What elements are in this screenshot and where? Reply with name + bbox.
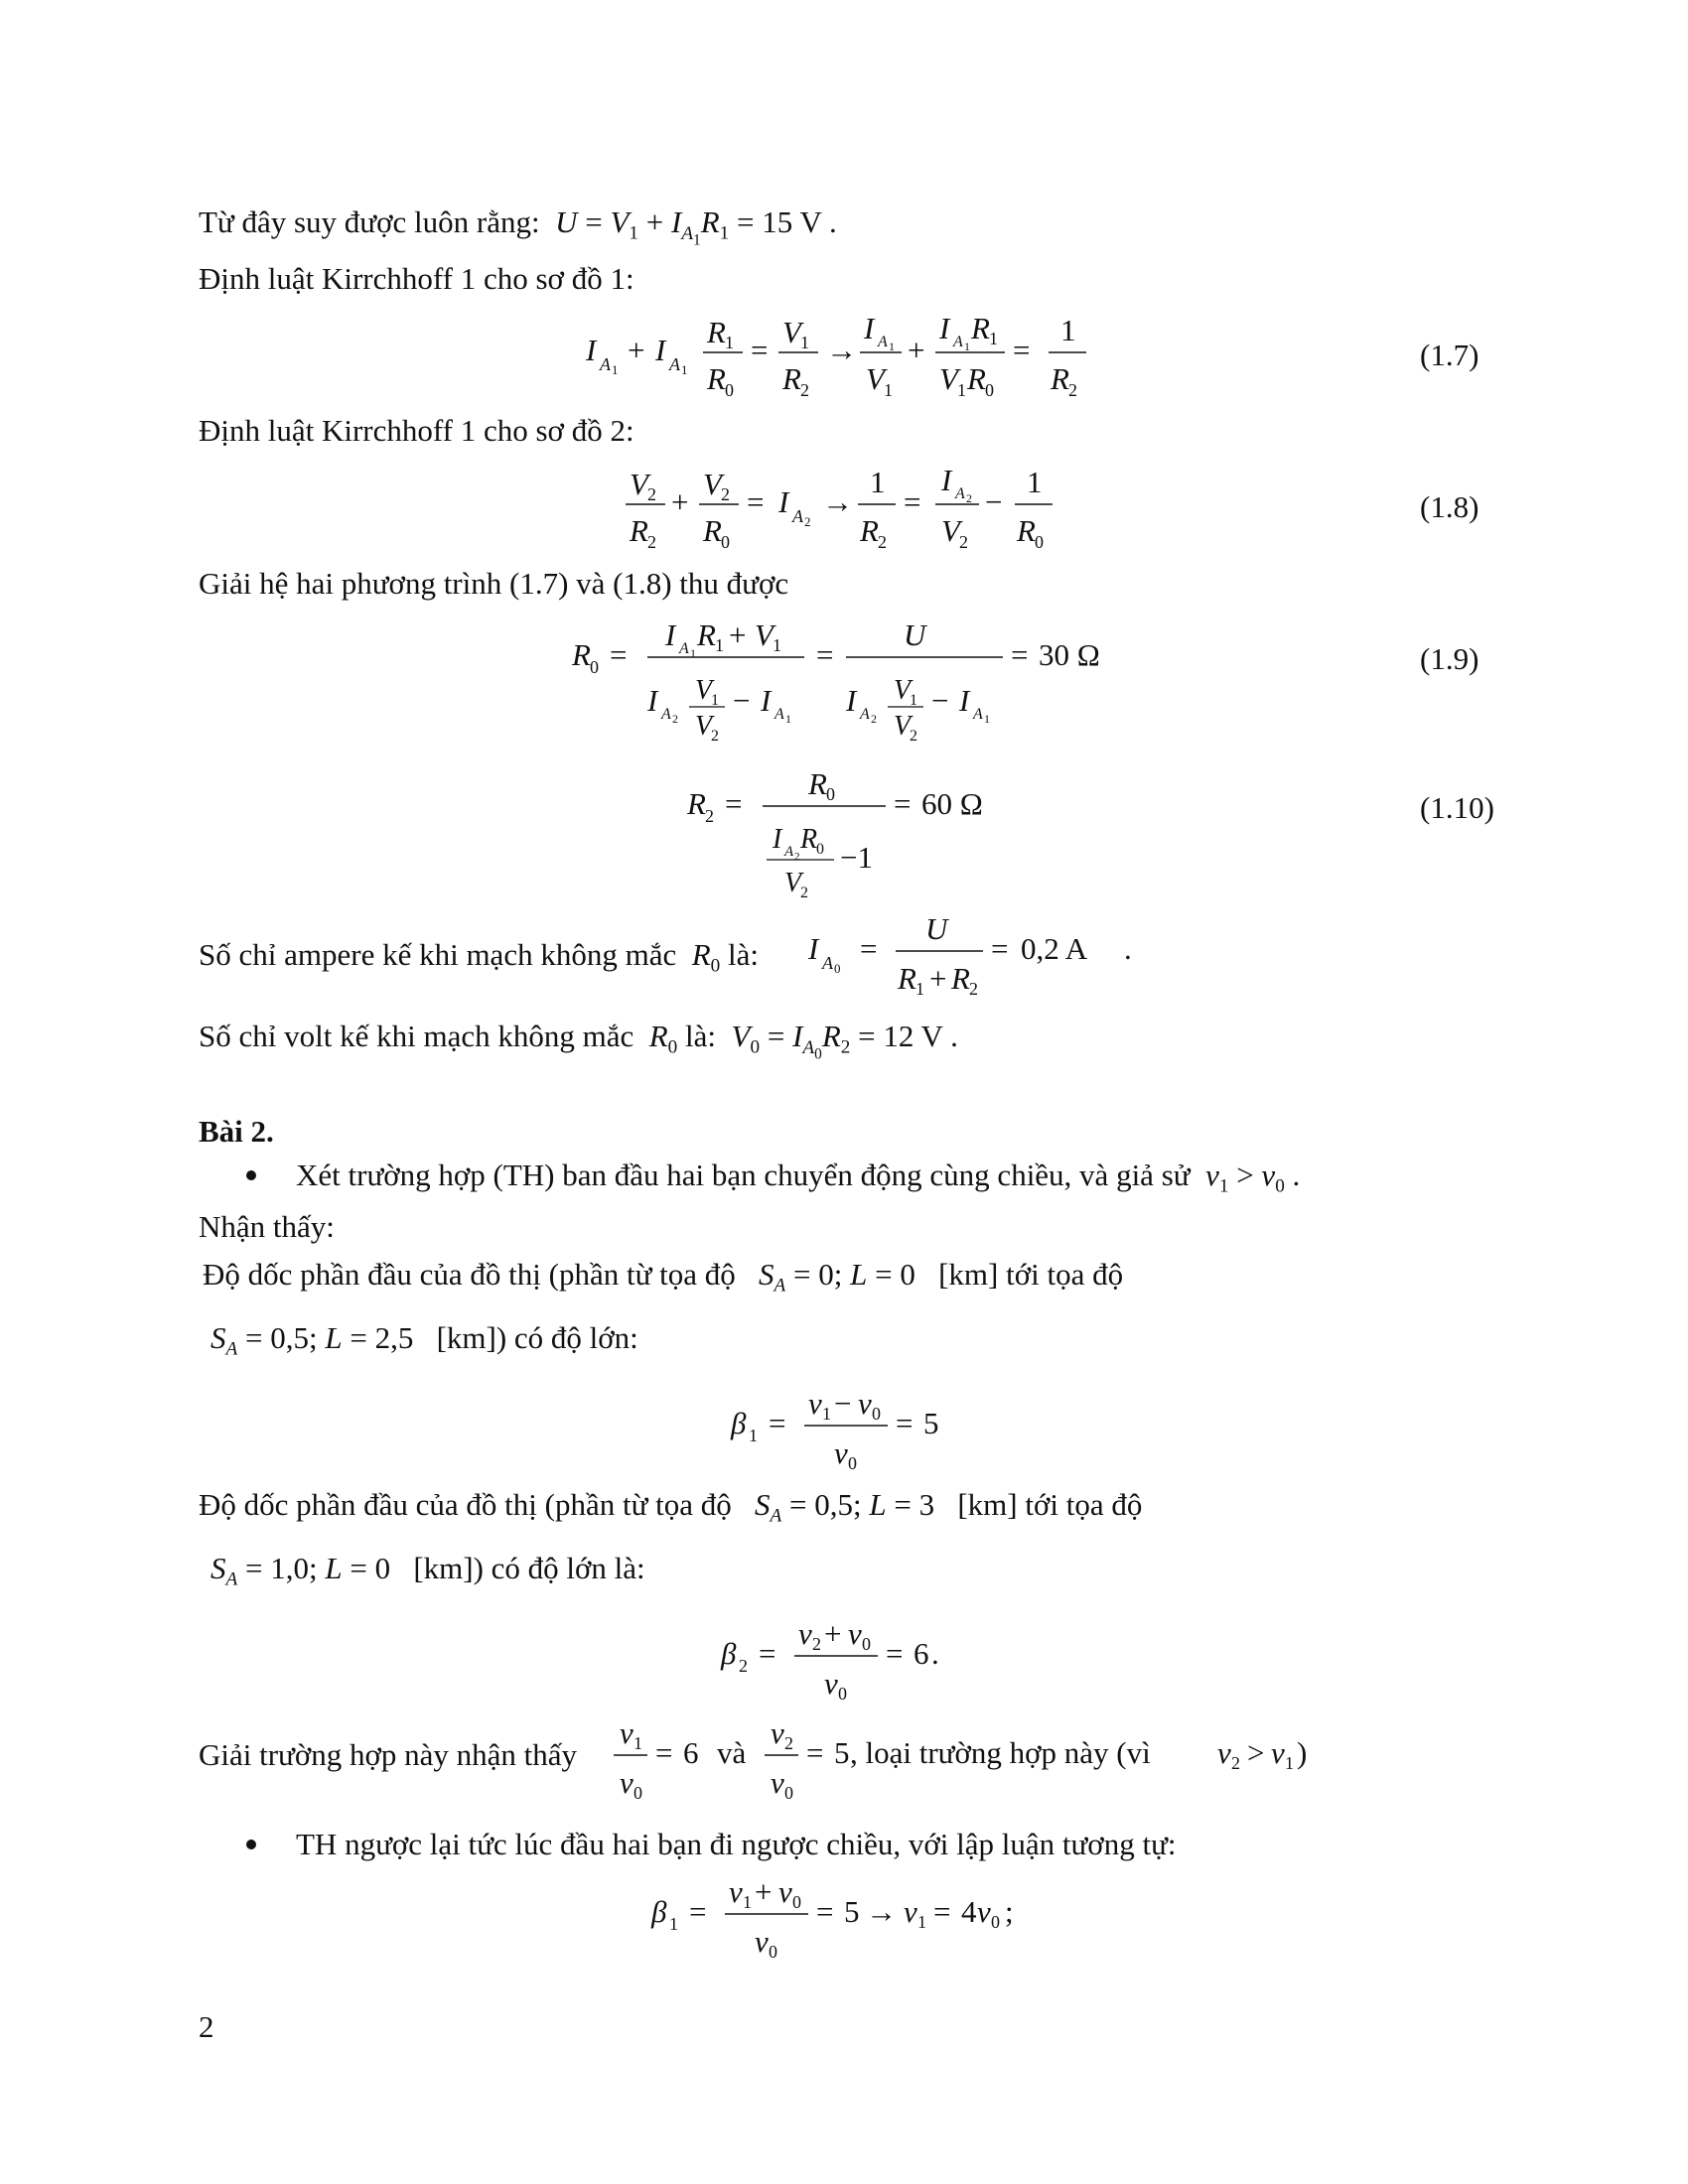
equation-ratios xyxy=(606,1707,1321,1807)
svg-text:2: 2 xyxy=(784,1733,793,1753)
svg-text:2: 2 xyxy=(721,484,730,504)
value-SA4: 1,0 xyxy=(270,1551,309,1585)
svg-text:0: 0 xyxy=(721,532,730,552)
svg-text:R: R xyxy=(1017,513,1036,548)
svg-text:V: V xyxy=(782,315,801,349)
svg-text:0: 0 xyxy=(862,1634,871,1654)
svg-text:2: 2 xyxy=(966,491,972,505)
svg-text:A: A xyxy=(860,706,870,723)
svg-text:=: = xyxy=(860,931,878,966)
svg-text:R: R xyxy=(697,617,716,652)
svg-text:2: 2 xyxy=(647,532,656,552)
svg-text:−1: −1 xyxy=(840,840,873,875)
text-line-4: Giải hệ hai phương trình (1.7) và (1.8) thu được xyxy=(199,566,789,601)
svg-text:1: 1 xyxy=(1060,313,1076,347)
svg-text:+: + xyxy=(671,484,689,519)
bullet-line-1: Xét trường hợp (TH) ban đầu hai bạn chuyển động cùng chiều, và giả sử $v_1 > v_0$ . xyxy=(296,1158,1301,1197)
svg-text:R: R xyxy=(687,786,706,821)
value-SA1: 0 xyxy=(818,1257,834,1292)
svg-text:V: V xyxy=(941,513,960,548)
svg-text:v: v xyxy=(848,1616,862,1651)
value-L4: 0 xyxy=(374,1551,391,1585)
slope-2-text-b: [km] tới tọa độ xyxy=(957,1487,1143,1522)
value-U: 15 V xyxy=(762,205,822,239)
svg-text:−: − xyxy=(931,683,949,718)
svg-text:A: A xyxy=(878,334,888,350)
svg-text:2: 2 xyxy=(711,728,719,745)
svg-text:=: = xyxy=(933,1894,951,1929)
svg-text:I: I xyxy=(655,333,666,367)
value-IA0: 0,2 A xyxy=(1021,931,1088,966)
svg-text:=: = xyxy=(1011,637,1029,672)
svg-text:=: = xyxy=(806,1735,824,1770)
svg-text:+: + xyxy=(908,333,925,367)
svg-text:R: R xyxy=(630,513,648,548)
giai-line-text: Giải trường hợp này nhận thấy xyxy=(199,1737,578,1772)
svg-text:v: v xyxy=(824,1666,838,1701)
svg-text:2: 2 xyxy=(647,484,656,504)
svg-text:−: − xyxy=(834,1386,852,1421)
svg-text:−: − xyxy=(733,683,751,718)
svg-text:=: = xyxy=(894,786,912,821)
slope-2-text-a: Độ dốc phần đầu của đồ thị (phần từ tọa độ xyxy=(199,1487,732,1522)
svg-text:R: R xyxy=(800,824,818,855)
svg-text:R: R xyxy=(707,361,726,396)
svg-text:1: 1 xyxy=(785,712,791,726)
svg-text:v: v xyxy=(808,1386,822,1421)
svg-text:V: V xyxy=(939,361,958,396)
svg-text:I: I xyxy=(778,484,789,519)
svg-text:1: 1 xyxy=(690,646,696,660)
svg-text:2: 2 xyxy=(969,979,978,999)
svg-text:0: 0 xyxy=(848,1453,857,1473)
svg-text:1: 1 xyxy=(1027,465,1043,499)
svg-text:v: v xyxy=(1217,1735,1231,1770)
svg-text:=: = xyxy=(991,931,1009,966)
svg-text:A: A xyxy=(784,844,794,860)
text-line-1: Từ đây suy được luôn rằng: $U = V_1 + I_{A_1}R_1 = 15$ V . xyxy=(199,205,837,249)
svg-text:β: β xyxy=(721,1636,737,1671)
svg-text:v: v xyxy=(771,1765,784,1800)
svg-text:2: 2 xyxy=(910,728,917,745)
svg-text:R: R xyxy=(782,361,801,396)
svg-text:R: R xyxy=(707,315,726,349)
svg-text:2: 2 xyxy=(871,712,877,726)
svg-text:;: ; xyxy=(1005,1894,1014,1929)
svg-text:R: R xyxy=(898,961,916,996)
value-SA2: 0,5 xyxy=(270,1320,309,1355)
svg-text:0: 0 xyxy=(1035,532,1044,552)
equation-beta2 xyxy=(715,1608,973,1707)
equation-IA0 xyxy=(802,903,1140,1003)
equation-beta1 xyxy=(725,1378,963,1477)
value-R0: 30 Ω xyxy=(1039,637,1100,672)
svg-text:A: A xyxy=(774,706,784,723)
svg-text:+: + xyxy=(824,1616,842,1651)
svg-text:=: = xyxy=(655,1735,673,1770)
svg-text:A: A xyxy=(822,953,833,973)
svg-text:+: + xyxy=(755,1874,773,1909)
svg-text:A: A xyxy=(973,706,983,723)
svg-text:2: 2 xyxy=(705,806,714,826)
svg-text:→: → xyxy=(826,333,857,367)
svg-text:v: v xyxy=(755,1924,769,1959)
bullet-1-text: Xét trường hợp (TH) ban đầu hai bạn chuyển động cùng chiều, và giả sử xyxy=(296,1158,1191,1192)
text-line-6: Số chỉ volt kế khi mạch không mắc $R_0$ là: $V_0 = I_{A_0}R_2 = 12$ V . xyxy=(199,1019,958,1063)
svg-text:R: R xyxy=(860,513,879,548)
slope-2-line-b: $S_A = 1,0$; L = 0 [km]) có độ lớn là: xyxy=(211,1551,645,1590)
svg-text:A: A xyxy=(661,706,671,723)
svg-text:1: 1 xyxy=(749,1426,758,1445)
text-line-5: Số chỉ ampere kế khi mạch không mắc $R_0$ là: xyxy=(199,937,760,977)
svg-text:V: V xyxy=(630,467,648,501)
slope-1-text-b: [km] tới tọa độ xyxy=(938,1257,1124,1292)
value-L1: 0 xyxy=(900,1257,915,1292)
svg-text:R: R xyxy=(971,311,990,345)
section-heading-bai-2: Bài 2. xyxy=(199,1114,274,1149)
value-beta1-case2: 5 xyxy=(844,1894,860,1929)
svg-text:v: v xyxy=(977,1894,991,1929)
svg-text:I: I xyxy=(864,311,875,345)
svg-text:0: 0 xyxy=(816,841,824,858)
svg-text:0: 0 xyxy=(633,1783,642,1803)
text-line-3: Định luật Kirrchhoff 1 cho sơ đồ 2: xyxy=(199,413,634,448)
line-5-mid: là: xyxy=(728,937,760,972)
value-V0: 12 V xyxy=(883,1019,943,1053)
svg-text:1: 1 xyxy=(917,1912,926,1932)
svg-text:I: I xyxy=(665,617,676,652)
svg-text:v: v xyxy=(771,1715,784,1750)
svg-text:U: U xyxy=(904,617,926,652)
svg-text:I: I xyxy=(761,683,772,718)
svg-text:1: 1 xyxy=(773,635,781,655)
value-R2: 60 Ω xyxy=(921,786,983,821)
svg-text:→: → xyxy=(866,1894,897,1929)
equation-1-9 xyxy=(566,608,1162,747)
svg-text:I: I xyxy=(959,683,970,718)
svg-text:=: = xyxy=(747,484,765,519)
equation-1-7 xyxy=(576,303,1132,402)
svg-text:=: = xyxy=(610,637,628,672)
equation-number-1-10: (1.10) xyxy=(1420,790,1494,825)
svg-text:0: 0 xyxy=(725,380,734,400)
value-beta1: 5 xyxy=(923,1406,939,1440)
svg-text:v: v xyxy=(620,1765,633,1800)
svg-text:I: I xyxy=(773,824,782,855)
svg-text:2: 2 xyxy=(1068,380,1077,400)
svg-text:A: A xyxy=(669,354,680,374)
value-beta2: 6 xyxy=(914,1636,929,1671)
svg-text:v: v xyxy=(778,1874,792,1909)
svg-text:+: + xyxy=(628,333,645,367)
svg-text:v: v xyxy=(729,1874,743,1909)
svg-text:+: + xyxy=(929,961,947,996)
bullet-icon xyxy=(246,1170,256,1180)
svg-text:2: 2 xyxy=(739,1656,748,1676)
svg-text:R: R xyxy=(703,513,722,548)
svg-text:=: = xyxy=(816,637,834,672)
svg-text:V: V xyxy=(703,467,722,501)
giai-text-b: , loại trường hợp này (vì xyxy=(850,1735,1151,1770)
slope-2-text-c: [km]) có độ lớn là: xyxy=(413,1551,645,1585)
svg-text:v: v xyxy=(858,1386,872,1421)
svg-text:V: V xyxy=(695,711,713,742)
equation-number-1-7: (1.7) xyxy=(1420,338,1479,372)
equation-number-1-9: (1.9) xyxy=(1420,641,1479,676)
svg-text:R: R xyxy=(1051,361,1069,396)
svg-text:v: v xyxy=(904,1894,917,1929)
svg-text:2: 2 xyxy=(812,1634,821,1654)
bullet-icon xyxy=(246,1840,256,1849)
equation-1-8 xyxy=(616,455,1082,554)
line-1-text: Từ đây suy được luôn rằng: xyxy=(199,205,540,239)
giai-va: và xyxy=(717,1735,747,1770)
svg-text:=: = xyxy=(1013,333,1031,367)
svg-text:V: V xyxy=(755,617,774,652)
svg-text:A: A xyxy=(953,334,963,350)
svg-text:V: V xyxy=(695,675,713,706)
svg-text:0: 0 xyxy=(784,1783,793,1803)
value-L3: 3 xyxy=(918,1487,935,1522)
svg-text:1: 1 xyxy=(964,340,970,353)
line-6-mid: là: xyxy=(685,1019,717,1053)
svg-text:1: 1 xyxy=(910,692,917,709)
svg-text:2: 2 xyxy=(878,532,887,552)
svg-text:0: 0 xyxy=(792,1892,801,1912)
svg-text:2: 2 xyxy=(1231,1753,1240,1773)
svg-text:0: 0 xyxy=(985,380,994,400)
slope-2-line-a: Độ dốc phần đầu của đồ thị (phần từ tọa độ $S_A = 0,5$; L = 3 [km] tới tọa độ xyxy=(199,1487,1143,1527)
svg-text:1: 1 xyxy=(822,1404,831,1424)
svg-text:I: I xyxy=(939,311,950,345)
svg-text:1: 1 xyxy=(669,1914,678,1934)
svg-text:I: I xyxy=(647,683,658,718)
svg-text:1: 1 xyxy=(915,979,924,999)
nhan-thay-label: Nhận thấy: xyxy=(199,1209,335,1244)
svg-text:A: A xyxy=(955,485,965,502)
svg-text:2: 2 xyxy=(672,712,678,726)
svg-text:1: 1 xyxy=(743,1892,752,1912)
slope-1-line-a: Độ dốc phần đầu của đồ thị (phần từ tọa độ $S_A = 0$; L = 0 [km] tới tọa độ xyxy=(203,1257,1124,1297)
svg-text:I: I xyxy=(941,463,952,497)
svg-text:β: β xyxy=(651,1894,667,1929)
value-ratio1: 6 xyxy=(683,1735,699,1770)
svg-text:V: V xyxy=(784,868,802,898)
svg-text:=: = xyxy=(904,484,921,519)
svg-text:1: 1 xyxy=(889,340,895,353)
slope-1-line-b: $S_A = 0,5$; L = 2,5 [km]) có độ lớn: xyxy=(211,1320,638,1360)
svg-text:1: 1 xyxy=(612,362,619,377)
svg-text:V: V xyxy=(894,675,912,706)
svg-text:0: 0 xyxy=(834,961,841,976)
svg-text:A: A xyxy=(679,640,689,657)
slope-1-text-a: Độ dốc phần đầu của đồ thị (phần từ tọa độ xyxy=(203,1257,736,1292)
svg-text:R: R xyxy=(951,961,970,996)
svg-text:.: . xyxy=(931,1636,939,1671)
svg-text:V: V xyxy=(894,711,912,742)
value-L2: 2,5 xyxy=(374,1320,414,1355)
svg-text:0: 0 xyxy=(826,784,835,804)
svg-text:1: 1 xyxy=(711,692,719,709)
value-SA3: 0,5 xyxy=(814,1487,853,1522)
svg-text:2: 2 xyxy=(800,380,809,400)
svg-text:→: → xyxy=(822,484,853,519)
svg-text:1: 1 xyxy=(800,333,809,352)
equation-U: U xyxy=(547,205,578,239)
svg-text:R: R xyxy=(572,637,591,672)
svg-text:R: R xyxy=(967,361,986,396)
svg-text:1: 1 xyxy=(681,362,688,377)
svg-text:1: 1 xyxy=(870,465,886,499)
svg-text:.: . xyxy=(1124,931,1132,966)
line-5-text: Số chỉ ampere kế khi mạch không mắc xyxy=(199,937,677,972)
svg-text:0: 0 xyxy=(872,1404,881,1424)
svg-text:0: 0 xyxy=(991,1912,1000,1932)
svg-text:=: = xyxy=(886,1636,904,1671)
svg-text:): ) xyxy=(1297,1735,1308,1770)
svg-text:R: R xyxy=(808,766,827,801)
svg-text:1: 1 xyxy=(725,333,734,352)
svg-text:v: v xyxy=(834,1435,848,1470)
svg-text:v: v xyxy=(1271,1735,1285,1770)
svg-text:A: A xyxy=(792,506,803,526)
equation-number-1-8: (1.8) xyxy=(1420,489,1479,524)
svg-text:>: > xyxy=(1247,1735,1265,1770)
svg-text:=: = xyxy=(896,1406,914,1440)
svg-text:I: I xyxy=(586,333,597,367)
svg-text:=: = xyxy=(769,1406,786,1440)
svg-text:=: = xyxy=(816,1894,834,1929)
svg-text:U: U xyxy=(925,911,948,946)
svg-text:V: V xyxy=(866,361,885,396)
value-ratio2: 5 xyxy=(834,1735,850,1770)
svg-text:I: I xyxy=(808,931,819,966)
svg-text:=: = xyxy=(689,1894,707,1929)
svg-text:1: 1 xyxy=(633,1733,642,1753)
text-line-2: Định luật Kirrchhoff 1 cho sơ đồ 1: xyxy=(199,261,634,296)
svg-text:1: 1 xyxy=(1285,1753,1294,1773)
svg-text:=: = xyxy=(759,1636,776,1671)
equation-beta1-case2 xyxy=(645,1866,1062,1966)
equation-1-10 xyxy=(681,756,1039,905)
svg-text:1: 1 xyxy=(957,380,966,400)
svg-text:β: β xyxy=(731,1406,747,1440)
svg-text:2: 2 xyxy=(804,514,811,529)
svg-text:0: 0 xyxy=(838,1684,847,1704)
svg-text:I: I xyxy=(846,683,857,718)
svg-text:1: 1 xyxy=(884,380,893,400)
svg-text:4: 4 xyxy=(961,1894,977,1929)
slope-1-text-c: [km]) có độ lớn: xyxy=(436,1320,638,1355)
svg-text:=: = xyxy=(725,786,743,821)
svg-text:1: 1 xyxy=(989,329,998,348)
svg-text:0: 0 xyxy=(590,657,599,677)
svg-text:A: A xyxy=(600,354,611,374)
svg-text:1: 1 xyxy=(984,712,990,726)
svg-text:0: 0 xyxy=(769,1942,777,1962)
bullet-line-2: TH ngược lại tức lúc đầu hai bạn đi ngược chiều, với lập luận tương tự: xyxy=(296,1827,1177,1861)
svg-text:+: + xyxy=(729,617,747,652)
svg-text:2: 2 xyxy=(794,851,800,863)
svg-text:v: v xyxy=(798,1616,812,1651)
svg-text:−: − xyxy=(985,484,1003,519)
svg-text:1: 1 xyxy=(715,635,724,655)
svg-text:=: = xyxy=(751,333,769,367)
svg-text:v: v xyxy=(620,1715,633,1750)
svg-text:2: 2 xyxy=(959,532,968,552)
page-number: 2 xyxy=(199,2009,214,2044)
line-6-text: Số chỉ volt kế khi mạch không mắc xyxy=(199,1019,634,1053)
svg-text:2: 2 xyxy=(800,885,808,901)
